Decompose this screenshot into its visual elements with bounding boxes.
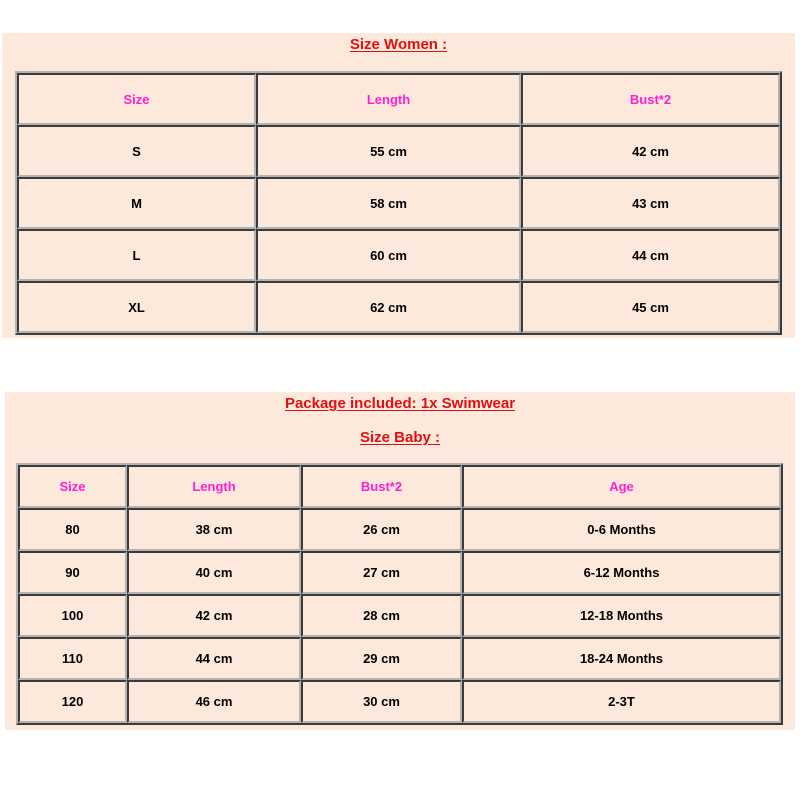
- table-row: [18, 637, 781, 680]
- table-cell: M: [17, 177, 256, 229]
- table-cell: 42 cm: [521, 125, 780, 177]
- header-cell-size: Size: [17, 73, 256, 125]
- table-cell: 12-18 Months: [462, 594, 781, 637]
- table-cell: 90: [18, 551, 127, 594]
- table-cell: 120: [18, 680, 127, 723]
- size-women-title: Size Women :: [349, 36, 448, 53]
- table-cell: 46 cm: [127, 680, 301, 723]
- table-cell: 43 cm: [521, 177, 780, 229]
- table-cell: 26 cm: [301, 508, 462, 551]
- table-cell: 2-3T: [462, 680, 781, 723]
- table-cell: 45 cm: [521, 281, 780, 333]
- table-cell: 28 cm: [301, 594, 462, 637]
- table-row: [18, 508, 781, 551]
- table-cell: S: [17, 125, 256, 177]
- size-baby-table: [16, 463, 783, 725]
- table-row: [17, 125, 780, 177]
- table-cell: 30 cm: [301, 680, 462, 723]
- table-cell: 44 cm: [127, 637, 301, 680]
- size-women-panel: [2, 33, 795, 338]
- header-cell-bust: Bust*2: [301, 465, 462, 508]
- table-cell: L: [17, 229, 256, 281]
- table-cell: 0-6 Months: [462, 508, 781, 551]
- table-header-row: [18, 465, 781, 508]
- header-cell-age: Age: [462, 465, 781, 508]
- table-cell: 42 cm: [127, 594, 301, 637]
- table-cell: 100: [18, 594, 127, 637]
- table-row: [18, 551, 781, 594]
- table-row: [18, 594, 781, 637]
- table-cell: 62 cm: [256, 281, 521, 333]
- table-cell: 27 cm: [301, 551, 462, 594]
- header-cell-length: Length: [127, 465, 301, 508]
- table-cell: 58 cm: [256, 177, 521, 229]
- table-row: [17, 177, 780, 229]
- table-cell: 44 cm: [521, 229, 780, 281]
- table-row: [18, 680, 781, 723]
- table-row: [17, 281, 780, 333]
- table-cell: XL: [17, 281, 256, 333]
- table-cell: 55 cm: [256, 125, 521, 177]
- table-cell: 6-12 Months: [462, 551, 781, 594]
- table-cell: 29 cm: [301, 637, 462, 680]
- package-included-text: Package included: 1x Swimwear: [284, 395, 516, 412]
- table-cell: 60 cm: [256, 229, 521, 281]
- table-row: [17, 229, 780, 281]
- table-cell: 38 cm: [127, 508, 301, 551]
- header-cell-size: Size: [18, 465, 127, 508]
- table-cell: 40 cm: [127, 551, 301, 594]
- header-cell-bust: Bust*2: [521, 73, 780, 125]
- header-cell-length: Length: [256, 73, 521, 125]
- table-cell: 110: [18, 637, 127, 680]
- table-header-row: [17, 73, 780, 125]
- table-cell: 80: [18, 508, 127, 551]
- size-women-table: [15, 71, 782, 335]
- size-baby-panel: [5, 392, 795, 730]
- size-baby-title: Size Baby :: [359, 429, 441, 446]
- table-cell: 18-24 Months: [462, 637, 781, 680]
